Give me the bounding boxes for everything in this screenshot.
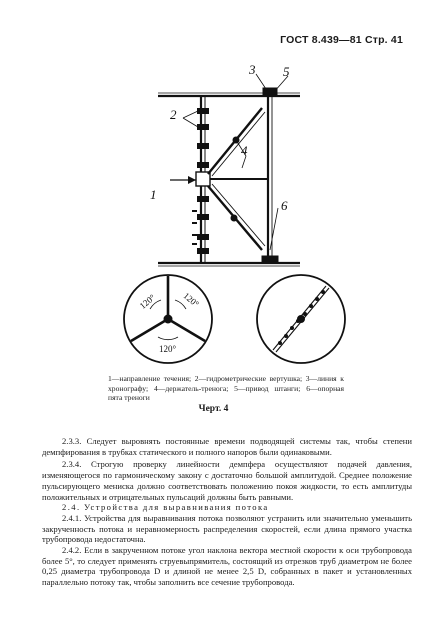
label-6: 6 [281,198,288,213]
tripod-hub [196,172,268,186]
paragraph-2-3-3: 2.3.3. Следует выровнять постоянные времени подводящей системы так, чтобы степени демпфирования в трубках статического и полного напоров были одинаковыми. [42,436,412,457]
flow-direction-arrow [170,176,196,184]
label-5: 5 [283,64,290,79]
angle-label-a: 120° [137,292,158,311]
label-2: 2 [170,107,177,122]
page-header: ГОСТ 8.439—81 Стр. 41 [280,34,403,46]
paragraph-2-3-4: 2.3.4. Строгую проверку линейности демпфера осуществляют подачей давления, изменяющегося по гармоническому закону с достаточно большой амплитудой. Среднее положение пульсирующего мениска должно соответствовать положению покоя жидкости, то есть амплитуды положительных и отрицательных пульсаций должны быть равными. [42,459,412,502]
paragraph-2-4-1: 2.4.1. Устройства для выравнивания потока позволяют устранить или значительно уменьшить закрученность потока и неравномерность распределения скоростей, если длина прямого участка трубопровода недостаточна. [42,512,412,545]
label-4: 4 [241,143,248,158]
body-text [42,436,412,588]
label-1: 1 [150,187,157,202]
drive-rod [262,88,278,263]
section-heading-2-4: 2.4. Устройства для выравнивания потока [62,502,269,513]
angle-label-b: 120° [181,290,201,310]
label-3: 3 [249,62,256,77]
cross-section-right [257,275,345,363]
paragraph-2-4-2: 2.4.2. Если в закрученном потоке угол наклона вектора местной скорости к оси трубопровода более 5°, то следует применять струевыпрямитель, состоящий из отрезков труб диаметром не более 0,25 диаметра трубопровода D и длиной не менее 2,5 D, собранных в пакет и установленных параллельно потоку так, чтобы заполнить все сечение трубопровода. [42,545,412,588]
figure-caption: Черт. 4 [198,404,229,414]
figure-legend: 1—направление течения; 2—гидрометрические вертушка; 3—линия к хронографу; 4—держатель-тренога; 5—привод штанги; 6—опорная пята треноги [108,374,344,403]
angle-label-c: 120° [159,344,177,354]
